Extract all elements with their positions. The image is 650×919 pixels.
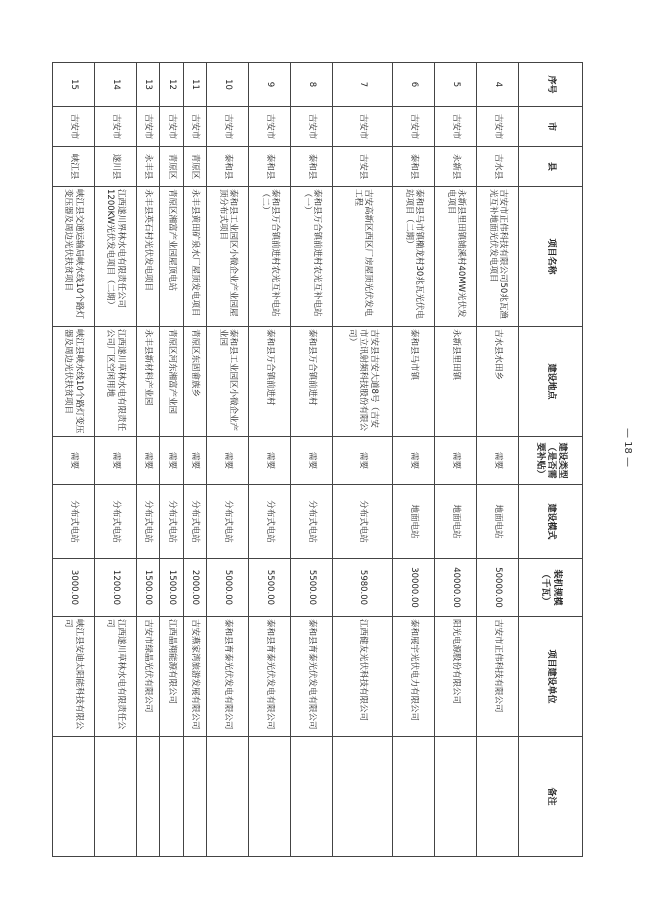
table-cell: 遂川县: [94, 147, 136, 187]
table-cell: 分布式电站: [160, 485, 184, 559]
table-cell: [94, 737, 136, 857]
table-cell: 地面电站: [435, 485, 477, 559]
table-cell: 5: [435, 63, 477, 107]
table-cell: 泰和县马市镇: [393, 327, 435, 437]
table-cell: 分布式电站: [136, 485, 160, 559]
table-cell: 50000.00: [477, 559, 519, 617]
table-cell: 2000.00: [183, 559, 207, 617]
table-cell: 5000.00: [207, 559, 249, 617]
table-cell: 泰和县: [207, 147, 249, 187]
table-cell: 泰和县万合镇前进村: [249, 327, 291, 437]
table-cell: 需要: [435, 437, 477, 485]
table-cell: 8: [291, 63, 333, 107]
table-cell: 需要: [160, 437, 184, 485]
table-cell: 青原区: [160, 147, 184, 187]
table-cell: 泰和县万合镇前进村农光互补电站（一）: [291, 187, 333, 327]
table-cell: 40000.00: [435, 559, 477, 617]
table-cell: 峡江县峡水线10个路灯变压器及周边光伏扶贫项目: [53, 327, 95, 437]
table-row: [207, 63, 249, 857]
table-cell: 江西遂川界林水电有限责任公司1200KW光伏发电项目（二期）: [94, 187, 136, 327]
table-cell: 永新县里田镇铺溪村40MW光伏发电项目: [435, 187, 477, 327]
table-cell: 吉安市: [183, 107, 207, 147]
table-cell: 5500.00: [291, 559, 333, 617]
table-cell: 永新县: [435, 147, 477, 187]
table-row: [435, 63, 477, 857]
page-number: — 18 —: [622, 427, 634, 468]
table-cell: 5980.00: [333, 559, 393, 617]
table-cell: 泰和县工业园区小微企业产业园: [207, 327, 249, 437]
table-cell: 吉安市绿晶光伏有限公司: [136, 617, 160, 737]
table-cell: 吉安市正伟科技有限公司: [477, 617, 519, 737]
table-cell: [333, 737, 393, 857]
table-cell: 吉安市: [291, 107, 333, 147]
table-cell: 10: [207, 63, 249, 107]
table-cell: 1500.00: [160, 559, 184, 617]
table-cell: [393, 737, 435, 857]
table-cell: 永丰县新材料产业园: [136, 327, 160, 437]
table-row: [53, 63, 95, 857]
table-cell: 吉安市: [160, 107, 184, 147]
table-cell: 分布式电站: [183, 485, 207, 559]
table-cell: 吉安市: [136, 107, 160, 147]
table-cell: 14: [94, 63, 136, 107]
table-cell: 吉水县水田乡: [477, 327, 519, 437]
table-cell: 永新县里田镇: [435, 327, 477, 437]
table-cell: 需要: [94, 437, 136, 485]
table-cell: 吉安市正伟科技有限公司50兆瓦渔光互补地面光伏发电项目: [477, 187, 519, 327]
table-cell: 泰和县: [393, 147, 435, 187]
table-cell: 吉安高新区西区厂房屋顶光伏发电工程: [333, 187, 393, 327]
table-cell: 吉安市: [249, 107, 291, 147]
table-cell: 峡江县安迪太阳能科技有限公司: [53, 617, 95, 737]
table-cell: 泰和县育泰光伏发电有限公司: [291, 617, 333, 737]
table-cell: 泰和县: [249, 147, 291, 187]
table-cell: 需要: [136, 437, 160, 485]
table-cell: 青原区湘富产业园屋顶电站: [160, 187, 184, 327]
table-cell: 15: [53, 63, 95, 107]
table-cell: 分布式电站: [249, 485, 291, 559]
header-cell: 装机规模（千瓦）: [519, 559, 583, 617]
table-cell: 泰和县育泰光伏发电有限公司: [207, 617, 249, 737]
table-cell: 泰和展宇光伏电力有限公司: [393, 617, 435, 737]
table-cell: 分布式电站: [94, 485, 136, 559]
header-cell: 建设类型（是否需要补贴）: [519, 437, 583, 485]
table-cell: 需要: [477, 437, 519, 485]
table-cell: 青原区东固畲族乡: [183, 327, 207, 437]
header-cell: 建设模式: [519, 485, 583, 559]
table-cell: 分布式电站: [333, 485, 393, 559]
table-cell: [53, 737, 95, 857]
project-table: [52, 62, 583, 857]
table-cell: 泰和县育泰光伏发电有限公司: [249, 617, 291, 737]
table-cell: [160, 737, 184, 857]
rotated-document-table: [52, 62, 583, 856]
table-cell: 泰和县万合镇前进村: [291, 327, 333, 437]
table-row: [477, 63, 519, 857]
table-cell: 吉安市: [53, 107, 95, 147]
table-cell: 江西晶翔能源有限公司: [160, 617, 184, 737]
table-cell: 吉安市: [333, 107, 393, 147]
table-cell: 吉安市: [94, 107, 136, 147]
table-row: [291, 63, 333, 857]
header-cell: 市: [519, 107, 583, 147]
table-cell: 泰和县: [291, 147, 333, 187]
table-cell: 吉安燕家湾旅游发展有限公司: [183, 617, 207, 737]
table-cell: 泰和县万合镇前进村农光互补电站（二）: [249, 187, 291, 327]
table-cell: 阳光电源股份有限公司: [435, 617, 477, 737]
table-cell: [183, 737, 207, 857]
header-cell: 备注: [519, 737, 583, 857]
header-cell: 建设地点: [519, 327, 583, 437]
table-cell: 吉安县吉安大道8号（吉安市立讯射频科技股份有限公司）: [333, 327, 393, 437]
header-cell: 项目建设单位: [519, 617, 583, 737]
header-cell: 县: [519, 147, 583, 187]
table-cell: 吉安市: [207, 107, 249, 147]
table-cell: 峡江县: [53, 147, 95, 187]
table-cell: [477, 737, 519, 857]
table-cell: 吉安市: [477, 107, 519, 147]
table-cell: 吉水县: [477, 147, 519, 187]
table-cell: 需要: [53, 437, 95, 485]
table-row: [136, 63, 160, 857]
table-cell: 5500.00: [249, 559, 291, 617]
table-cell: 地面电站: [477, 485, 519, 559]
table-cell: 泰和县工业园区小微企业产业园屋顶分布式项目: [207, 187, 249, 327]
table-cell: 吉安市: [435, 107, 477, 147]
table-cell: [435, 737, 477, 857]
table-cell: 需要: [183, 437, 207, 485]
table-cell: 需要: [249, 437, 291, 485]
table-cell: 青原区河东湘富产业园: [160, 327, 184, 437]
table-row: [393, 63, 435, 857]
table-cell: 江西遂川草林水电有限责任公司: [94, 617, 136, 737]
table-cell: 分布式电站: [207, 485, 249, 559]
table-cell: 吉安市: [393, 107, 435, 147]
table-cell: 30000.00: [393, 559, 435, 617]
table-cell: 6: [393, 63, 435, 107]
table-cell: 13: [136, 63, 160, 107]
table-cell: 3000.00: [53, 559, 95, 617]
table-cell: [291, 737, 333, 857]
table-cell: 需要: [207, 437, 249, 485]
table-cell: 青原区: [183, 147, 207, 187]
header-row: [519, 63, 583, 857]
table-cell: 永丰县: [136, 147, 160, 187]
table-cell: [249, 737, 291, 857]
table-body: [53, 63, 519, 857]
table-cell: 永丰县英石村光伏发电项目: [136, 187, 160, 327]
table-cell: 4: [477, 63, 519, 107]
table-cell: 需要: [333, 437, 393, 485]
table-cell: 分布式电站: [291, 485, 333, 559]
table-cell: 峡江县交通运输局峡水线10个路灯变压器及周边光伏扶贫项目: [53, 187, 95, 327]
table-cell: 9: [249, 63, 291, 107]
table-row: [160, 63, 184, 857]
table-row: [94, 63, 136, 857]
table-cell: [136, 737, 160, 857]
table-row: [333, 63, 393, 857]
table-cell: 吉安县: [333, 147, 393, 187]
table-cell: 江西遂川草林水电有限责任公司厂区空闲用地: [94, 327, 136, 437]
table-cell: 需要: [291, 437, 333, 485]
table-row: [183, 63, 207, 857]
header-cell: 序号: [519, 63, 583, 107]
table-cell: 需要: [393, 437, 435, 485]
table-cell: 11: [183, 63, 207, 107]
table-cell: 泰和县马市镇椭龙村30兆瓦光伏电站项目（二期）: [393, 187, 435, 327]
table-cell: 分布式电站: [53, 485, 95, 559]
header-cell: 项目名称: [519, 187, 583, 327]
table-row: [249, 63, 291, 857]
table-cell: 江西健友光伏科技有限公司: [333, 617, 393, 737]
table-cell: 1500.00: [136, 559, 160, 617]
table-cell: 1200.00: [94, 559, 136, 617]
table-cell: 地面电站: [393, 485, 435, 559]
table-cell: 12: [160, 63, 184, 107]
table-cell: [207, 737, 249, 857]
table-cell: 永丰县黄田矿泉水厂屋顶发电项目: [183, 187, 207, 327]
table-cell: 7: [333, 63, 393, 107]
